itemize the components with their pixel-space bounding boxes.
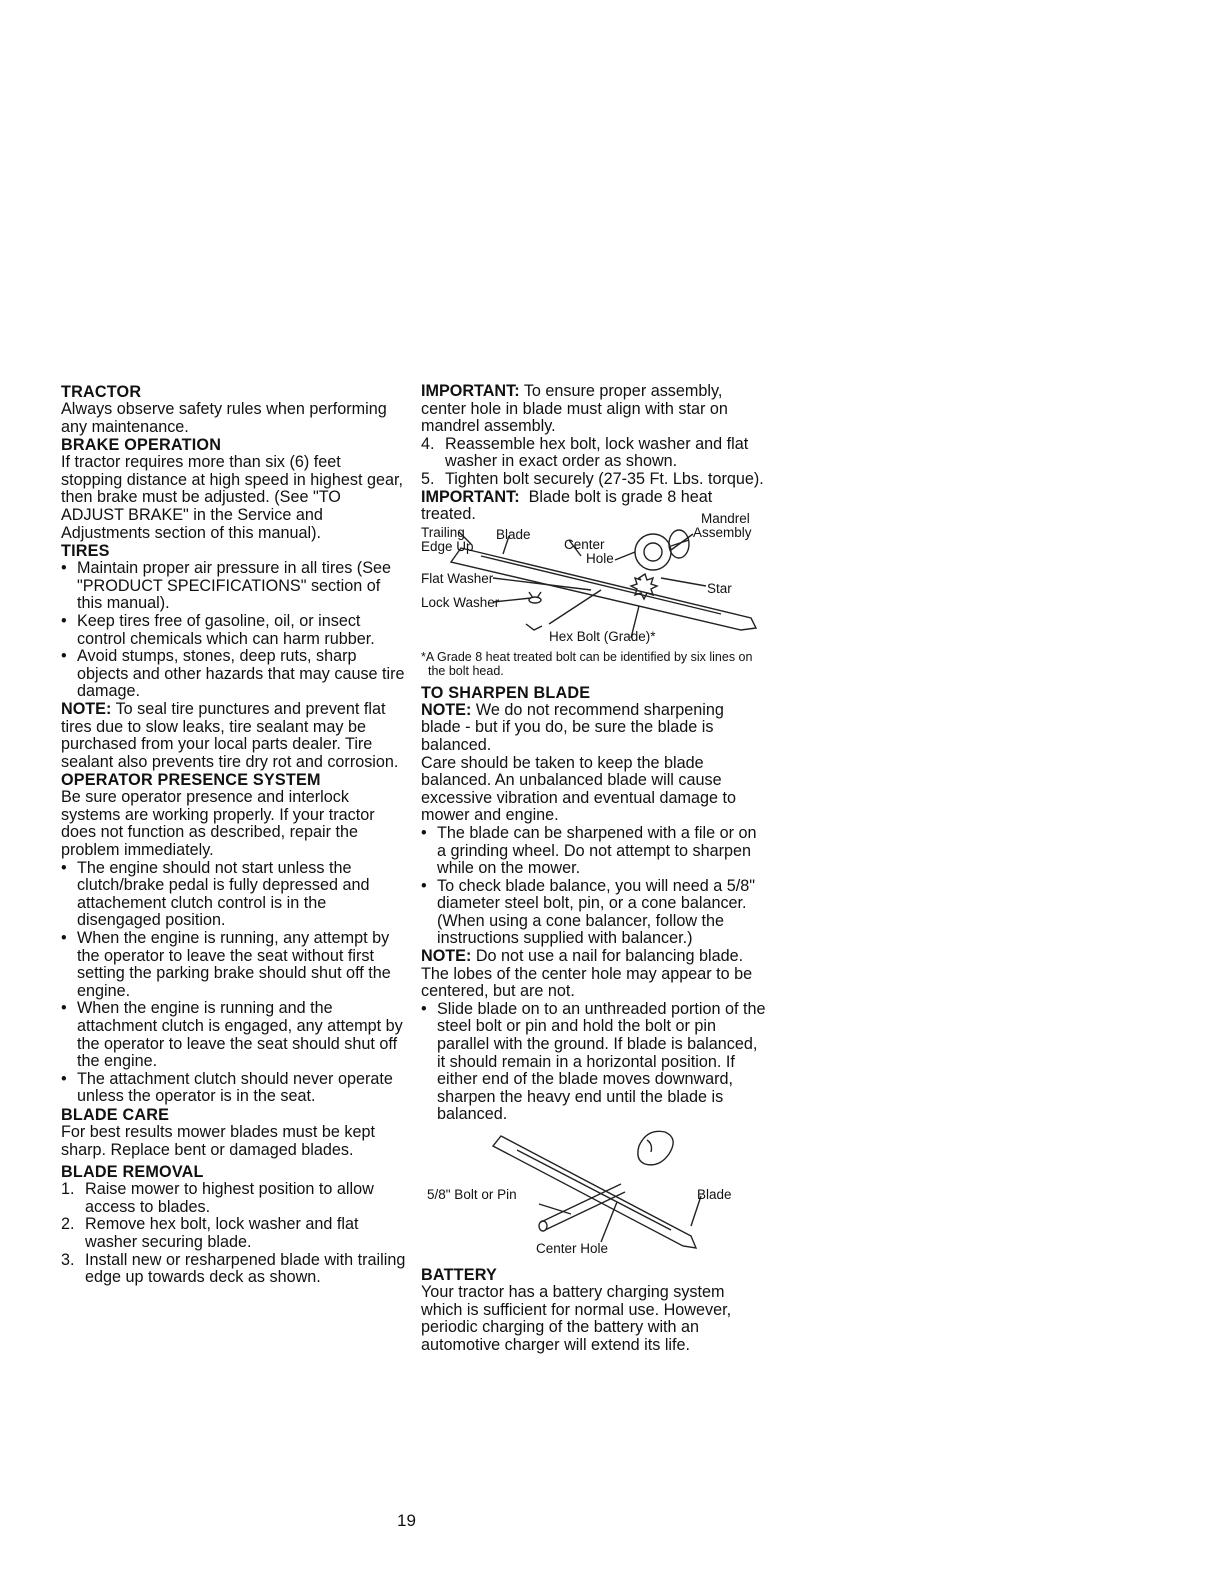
label-center-hole: Center Hole xyxy=(536,1241,609,1256)
label-lock-washer: Lock Washer xyxy=(421,594,500,610)
label-hex-bolt: Hex Bolt (Grade)* xyxy=(549,628,656,644)
list-item: 4. Reassemble hex bolt, lock washer and flat washer in exact order as shown. xyxy=(421,434,749,471)
operator-presence-list xyxy=(61,860,406,1106)
list-item: • Avoid stumps, stones, deep ruts, sharp objects and other hazards that may cause tire damage. xyxy=(61,647,405,701)
operator-presence-text: Be sure operator presence and interlock systems are working properly. If your tractor does not function as described, repair the problem immediately. xyxy=(61,788,375,860)
list-item: • When the engine is running, any attempt by the operator to leave the seat without first setting the parking brake should shut off the engine. xyxy=(61,929,391,1000)
list-item: • When the engine is running and the attachment clutch is engaged, any attempt by the operator to leave the seat should shut off the engine. xyxy=(61,999,403,1071)
list-item: • The attachment clutch should never operate unless the operator is in the seat. xyxy=(61,1069,393,1106)
tractor-text: Always observe safety rules when performing any maintenance. xyxy=(61,400,387,436)
list-item: 3. Install new or resharpened blade with trailing edge up towards deck as shown. xyxy=(61,1250,406,1287)
battery-text: Your tractor has a battery charging system which is sufficient for normal use. However, periodic charging of the battery with an automotive charger will extend its life. xyxy=(421,1283,732,1354)
sharpen-note: NOTE: We do not recommend sharpening blade - but if you do, be sure the blade is balanced. xyxy=(421,700,724,754)
left-column xyxy=(61,383,406,1287)
blade-removal-steps xyxy=(61,1181,406,1287)
battery-heading: BATTERY xyxy=(421,1266,498,1284)
balance-note: NOTE: Do not use a nail for balancing blade. The lobes of the center hole may appear to be centered, but are not. xyxy=(421,947,753,1001)
label-blade: Blade xyxy=(496,526,531,542)
list-item: • To check blade balance, you will need a 5/8" diameter steel bolt, pin, or a cone balancer. (When using a cone balancer, follow the instructions supplied with balancer.) xyxy=(421,876,756,948)
list-item: • The engine should not start unless the clutch/brake pedal is fully depressed and attachement clutch control is in the disengaged position. xyxy=(61,858,370,930)
sharpen-heading: TO SHARPEN BLADE xyxy=(421,683,591,702)
sharpen-text: Care should be taken to keep the blade balanced. An unbalanced blade will cause excessive vibration and eventual damage to mower and engine. xyxy=(421,753,736,825)
label-assembly: Assembly xyxy=(693,524,752,540)
label-blade-2: Blade xyxy=(697,1187,732,1202)
tires-heading: TIRES xyxy=(61,542,110,561)
list-item: • Maintain proper air pressure in all tires (See "PRODUCT SPECIFICATIONS" section of this manual). xyxy=(61,559,391,613)
label-center: Center xyxy=(564,536,605,552)
tires-list xyxy=(61,560,406,701)
blade-care-heading: BLADE CARE xyxy=(61,1105,170,1124)
blade-assembly-diagram xyxy=(421,510,766,648)
label-trailing: Trailing xyxy=(421,524,465,540)
balance-list xyxy=(421,1001,766,1124)
list-item: • Slide blade on to an unthreaded portion of the steel bolt or pin and hold the bolt or pin parallel with the ground. If blade is balanced, it should remain in a horizontal position. If either end of the blade moves downward, sharpen the heavy end until the blade is balanced. xyxy=(421,999,766,1124)
list-item: 1. Raise mower to highest position to allow access to blades. xyxy=(61,1180,374,1216)
label-hole: Hole xyxy=(586,550,614,566)
brake-text: If tractor requires more than six (6) feet stopping distance at high speed in highest gear, then brake must be adjusted. (See "TO ADJUST BRAKE" in the Service and Adjustments section of this manual). xyxy=(61,453,403,542)
label-mandrel: Mandrel xyxy=(701,510,750,526)
label-star: Star xyxy=(707,580,732,596)
important-note-alignment: IMPORTANT: To ensure proper assembly, center hole in blade must align with star on mandrel assembly. xyxy=(421,382,728,436)
label-bolt-or-pin: 5/8" Bolt or Pin xyxy=(427,1187,517,1202)
list-item: 5. Tighten bolt securely (27-35 Ft. Lbs. torque). xyxy=(421,469,764,488)
label-flat-washer: Flat Washer xyxy=(421,570,494,586)
blade-removal-heading: BLADE REMOVAL xyxy=(61,1163,204,1182)
list-item: • Keep tires free of gasoline, oil, or insect control chemicals which can harm rubber. xyxy=(61,611,375,648)
right-column xyxy=(421,383,766,1354)
sharpen-list xyxy=(421,825,766,948)
blade-balance-diagram xyxy=(421,1126,766,1264)
tires-note: NOTE: To seal tire punctures and prevent flat tires due to slow leaks, tire sealant may be purchased from your local parts dealer. Tire sealant also prevents tire dry rot and corrosion. xyxy=(61,699,399,771)
brake-heading: BRAKE OPERATION xyxy=(61,436,222,455)
assembly-steps xyxy=(421,436,766,489)
important-note-bolt-grade: IMPORTANT: Blade bolt is grade 8 heat treated. xyxy=(421,487,713,524)
list-item: • The blade can be sharpened with a file or on a grinding wheel. Do not attempt to sharpen while on the mower. xyxy=(421,823,757,878)
operator-presence-heading: OPERATOR PRESENCE SYSTEM xyxy=(61,771,321,790)
tractor-heading: TRACTOR xyxy=(61,383,142,401)
page-number: 19 xyxy=(397,1511,416,1530)
list-item: 2. Remove hex bolt, lock washer and flat washer securing blade. xyxy=(61,1215,359,1251)
label-edge-up: Edge Up xyxy=(421,538,474,554)
blade-care-text: For best results mower blades must be kept sharp. Replace bent or damaged blades. xyxy=(61,1122,375,1159)
bolt-footnote: *A Grade 8 heat treated bolt can be identified by six lines on the bolt head. xyxy=(421,649,753,678)
